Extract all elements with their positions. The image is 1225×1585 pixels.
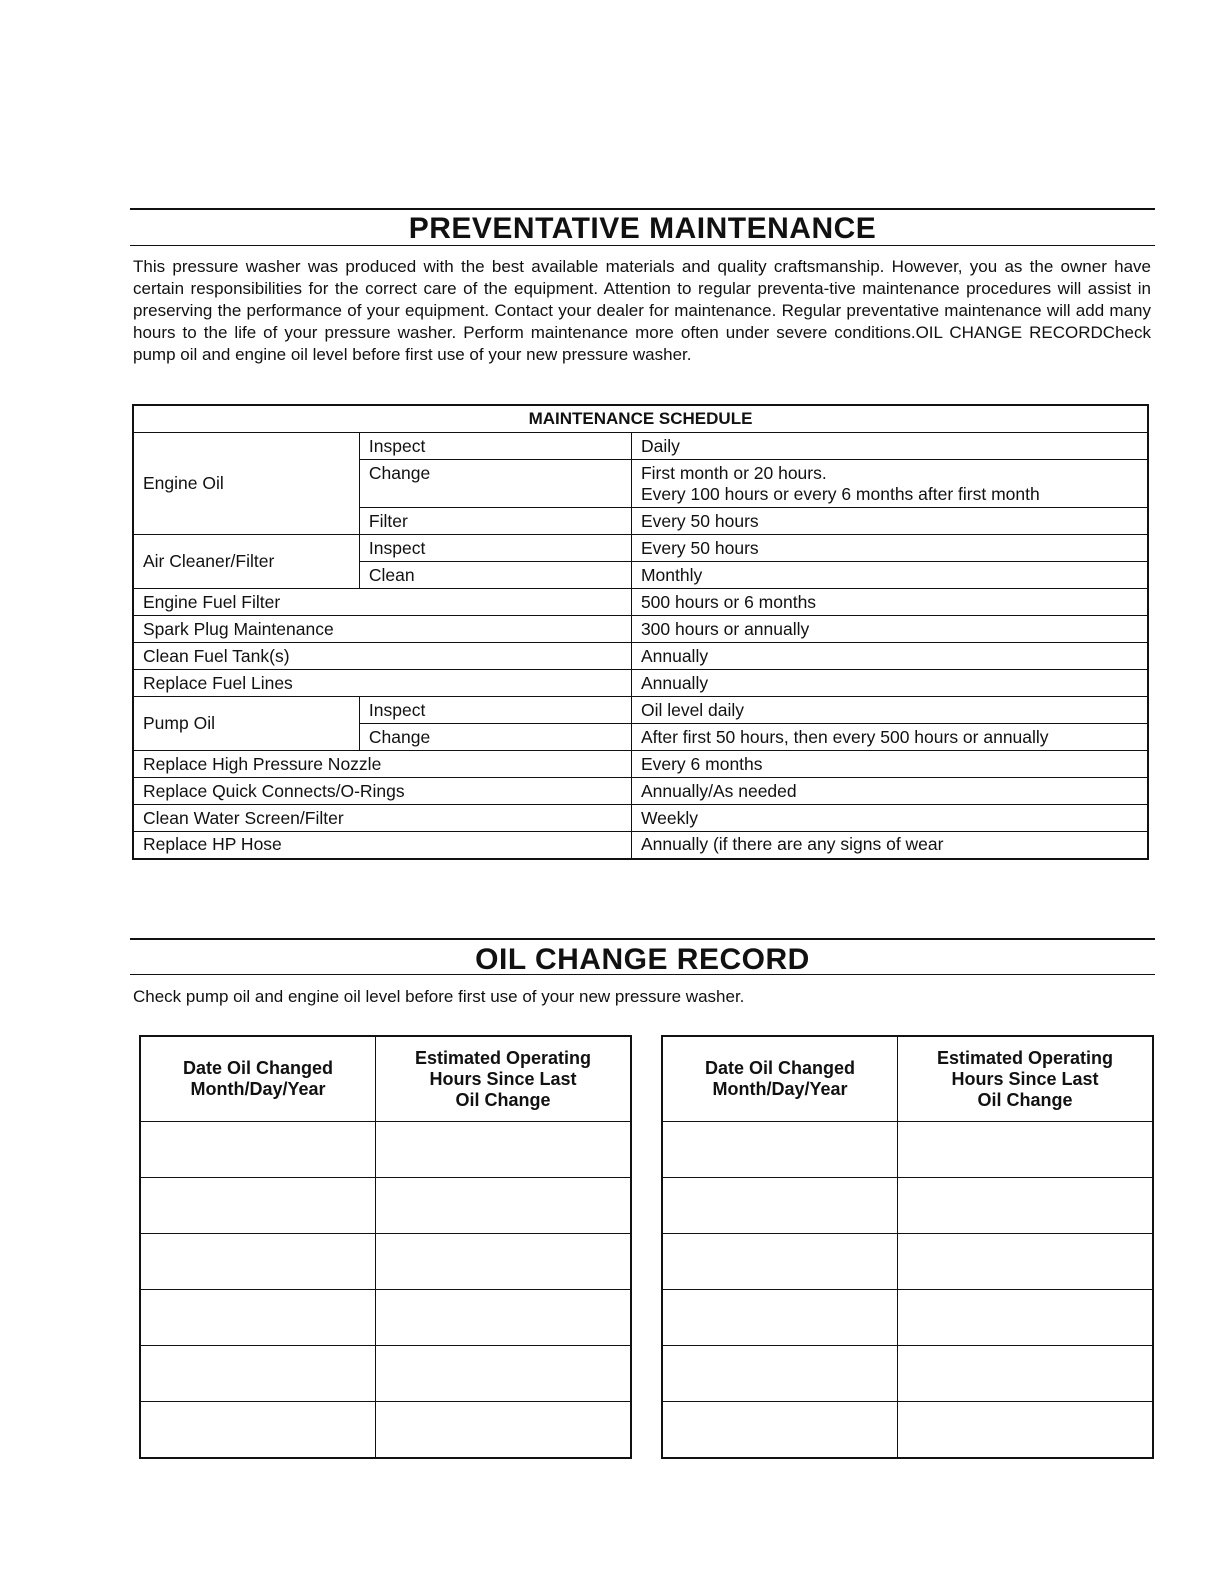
date-cell[interactable] bbox=[662, 1290, 898, 1346]
date-cell[interactable] bbox=[140, 1178, 376, 1234]
engine-oil-inspect: Inspect bbox=[359, 433, 631, 460]
hours-header bbox=[898, 1036, 1154, 1122]
table-row bbox=[140, 1234, 631, 1290]
oil-record-table-right bbox=[661, 1035, 1154, 1459]
engine-oil-change-freq bbox=[631, 460, 1148, 508]
engine-oil-change-freq-2: Every 100 hours or every 6 months after first month bbox=[640, 483, 1040, 504]
hours-cell[interactable] bbox=[376, 1402, 632, 1459]
table-row bbox=[133, 805, 1148, 832]
table-row bbox=[133, 832, 1148, 859]
hours-cell[interactable] bbox=[898, 1178, 1154, 1234]
preventative-maintenance-title: PREVENTATIVE MAINTENANCE bbox=[408, 212, 877, 245]
table-row bbox=[662, 1346, 1153, 1402]
oil-change-record-title: OIL CHANGE RECORD bbox=[475, 943, 810, 976]
pump-oil-change-freq: After first 50 hours, then every 500 hours or annually bbox=[631, 724, 1148, 751]
title-underline bbox=[130, 245, 1155, 246]
date-header-line1: Date Oil Changed bbox=[704, 1058, 856, 1078]
date-cell[interactable] bbox=[140, 1122, 376, 1178]
table-row bbox=[133, 778, 1148, 805]
table-row bbox=[133, 433, 1148, 460]
hours-header-line2: Hours Since Last bbox=[429, 1068, 577, 1089]
intro-paragraph bbox=[133, 256, 1151, 366]
intro-text: This pressure washer was produced with the best available materials and quality craftsmanship. However, you as the owner have certain responsibilities for the correct care of the equipment. Attention to regular preventa-tive maintenance procedures will assist in preserving the performance of your equipment. Contact your dealer for maintenance. Regular preventative maintenance will add many hours to the life of your pressure washer. Perform maintenance more often under severe conditions.OIL CHANGE RECORDCheck pump oil and engine oil level before first use of your new pressure washer. bbox=[133, 257, 1151, 364]
date-cell[interactable] bbox=[662, 1402, 898, 1459]
table-row bbox=[140, 1290, 631, 1346]
hours-cell[interactable] bbox=[376, 1122, 632, 1178]
maintenance-schedule-table bbox=[132, 404, 1149, 860]
date-cell[interactable] bbox=[662, 1178, 898, 1234]
table-row bbox=[133, 751, 1148, 778]
date-cell[interactable] bbox=[140, 1234, 376, 1290]
schedule-header-row bbox=[133, 405, 1148, 433]
date-header-line1: Date Oil Changed bbox=[182, 1058, 334, 1078]
table-row bbox=[662, 1402, 1153, 1459]
air-cleaner-label: Air Cleaner/Filter bbox=[133, 535, 359, 589]
spark-plug-freq: 300 hours or annually bbox=[631, 616, 1148, 643]
spark-plug-label: Spark Plug Maintenance bbox=[133, 616, 631, 643]
table-row bbox=[140, 1122, 631, 1178]
table-row bbox=[662, 1178, 1153, 1234]
clean-fuel-tank-freq: Annually bbox=[631, 643, 1148, 670]
replace-fuel-lines-label: Replace Fuel Lines bbox=[133, 670, 631, 697]
hours-header bbox=[376, 1036, 632, 1122]
air-cleaner-clean: Clean bbox=[359, 562, 631, 589]
water-screen-freq: Weekly bbox=[631, 805, 1148, 832]
hours-header-line1: Estimated Operating bbox=[936, 1047, 1114, 1068]
table-row bbox=[140, 1402, 631, 1459]
oil-record-table-left bbox=[139, 1035, 632, 1459]
clean-fuel-tank-label: Clean Fuel Tank(s) bbox=[133, 643, 631, 670]
date-cell[interactable] bbox=[662, 1122, 898, 1178]
table-row bbox=[133, 589, 1148, 616]
oil-record-underline bbox=[130, 974, 1155, 975]
hours-header-line3: Oil Change bbox=[455, 1089, 551, 1110]
date-header-line2: Month/Day/Year bbox=[190, 1079, 326, 1099]
hours-cell[interactable] bbox=[376, 1234, 632, 1290]
table-row bbox=[662, 1122, 1153, 1178]
hours-cell[interactable] bbox=[898, 1346, 1154, 1402]
hours-cell[interactable] bbox=[898, 1290, 1154, 1346]
date-oil-changed-header bbox=[662, 1036, 898, 1122]
engine-oil-filter: Filter bbox=[359, 508, 631, 535]
hours-cell[interactable] bbox=[898, 1402, 1154, 1459]
hp-hose-label: Replace HP Hose bbox=[133, 832, 631, 859]
table-row bbox=[133, 616, 1148, 643]
engine-fuel-filter-freq: 500 hours or 6 months bbox=[631, 589, 1148, 616]
engine-oil-inspect-freq: Daily bbox=[631, 433, 1148, 460]
date-cell[interactable] bbox=[140, 1346, 376, 1402]
nozzle-label: Replace High Pressure Nozzle bbox=[133, 751, 631, 778]
pump-oil-inspect-freq: Oil level daily bbox=[631, 697, 1148, 724]
water-screen-label: Clean Water Screen/Filter bbox=[133, 805, 631, 832]
table-row bbox=[140, 1346, 631, 1402]
engine-fuel-filter-label: Engine Fuel Filter bbox=[133, 589, 631, 616]
oil-record-top-rule bbox=[130, 938, 1155, 940]
engine-oil-label: Engine Oil bbox=[133, 433, 359, 535]
schedule-header: MAINTENANCE SCHEDULE bbox=[133, 405, 1148, 433]
hours-cell[interactable] bbox=[376, 1346, 632, 1402]
hp-hose-freq: Annually (if there are any signs of wear bbox=[631, 832, 1148, 859]
air-cleaner-clean-freq: Monthly bbox=[631, 562, 1148, 589]
hours-header-line1: Estimated Operating bbox=[414, 1047, 592, 1068]
pump-oil-inspect: Inspect bbox=[359, 697, 631, 724]
nozzle-freq: Every 6 months bbox=[631, 751, 1148, 778]
table-row bbox=[140, 1178, 631, 1234]
date-header-line2: Month/Day/Year bbox=[712, 1079, 848, 1099]
hours-header-line2: Hours Since Last bbox=[951, 1068, 1099, 1089]
table-row bbox=[133, 535, 1148, 562]
air-cleaner-inspect: Inspect bbox=[359, 535, 631, 562]
top-rule bbox=[130, 208, 1155, 210]
pump-oil-label: Pump Oil bbox=[133, 697, 359, 751]
hours-cell[interactable] bbox=[376, 1178, 632, 1234]
hours-cell[interactable] bbox=[376, 1290, 632, 1346]
date-oil-changed-header bbox=[140, 1036, 376, 1122]
table-row bbox=[133, 643, 1148, 670]
oil-check-instruction: Check pump oil and engine oil level before first use of your new pressure washer. bbox=[133, 987, 745, 1006]
pump-oil-change: Change bbox=[359, 724, 631, 751]
engine-oil-change: Change bbox=[359, 460, 631, 508]
quick-connects-label: Replace Quick Connects/O-Rings bbox=[133, 778, 631, 805]
table-row bbox=[133, 670, 1148, 697]
record-header-row bbox=[662, 1036, 1153, 1122]
replace-fuel-lines-freq: Annually bbox=[631, 670, 1148, 697]
engine-oil-filter-freq: Every 50 hours bbox=[631, 508, 1148, 535]
table-row bbox=[662, 1234, 1153, 1290]
date-cell[interactable] bbox=[662, 1346, 898, 1402]
engine-oil-change-freq-1: First month or 20 hours. bbox=[640, 462, 827, 483]
date-cell[interactable] bbox=[140, 1402, 376, 1459]
record-header-row bbox=[140, 1036, 631, 1122]
date-cell[interactable] bbox=[662, 1234, 898, 1290]
air-cleaner-inspect-freq: Every 50 hours bbox=[631, 535, 1148, 562]
quick-connects-freq: Annually/As needed bbox=[631, 778, 1148, 805]
table-row bbox=[662, 1290, 1153, 1346]
hours-cell[interactable] bbox=[898, 1234, 1154, 1290]
table-row bbox=[133, 697, 1148, 724]
hours-cell[interactable] bbox=[898, 1122, 1154, 1178]
date-cell[interactable] bbox=[140, 1290, 376, 1346]
hours-header-line3: Oil Change bbox=[977, 1089, 1073, 1110]
